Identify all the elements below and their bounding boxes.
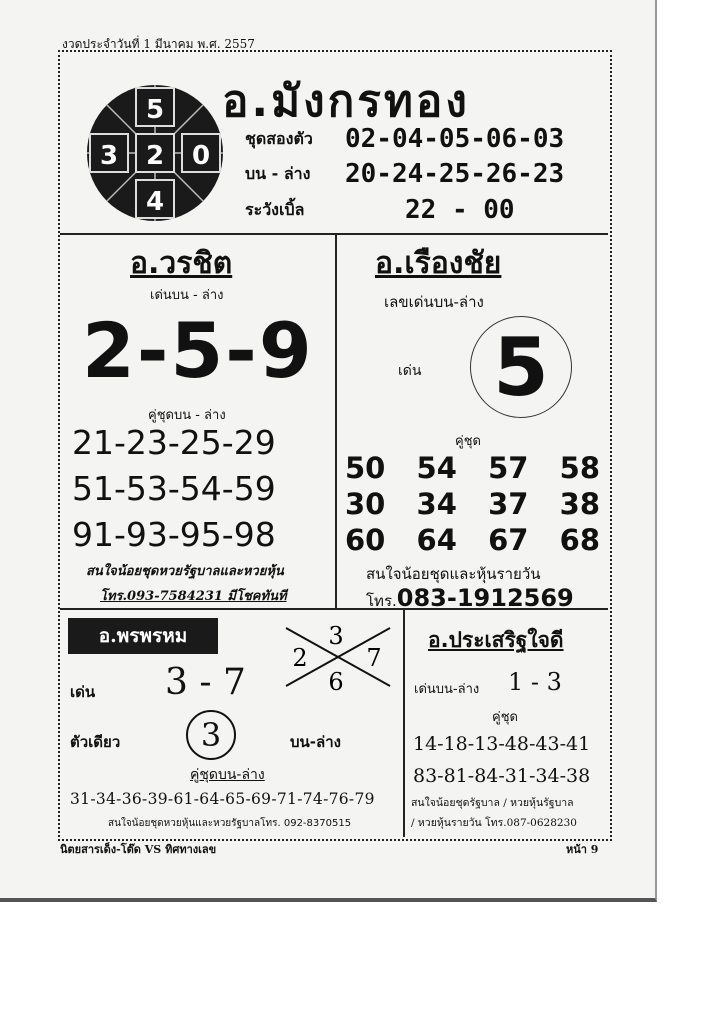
row-value: 20-24-25-26-23 — [345, 159, 565, 189]
pair-cell: 58 — [559, 451, 600, 485]
rueangchai-pairs-label: คู่ชุด — [455, 434, 481, 449]
row-value: 22 - 00 — [405, 195, 515, 225]
circle-center-digit: 2 — [145, 141, 165, 171]
row-top-bottom — [245, 156, 600, 192]
cross-left-digit: 2 — [292, 644, 308, 672]
circle-left-digit: 3 — [99, 141, 119, 171]
magazine-name: นิตยสารเด็ง-โต๊ด VS ทิศทางเลข — [60, 843, 217, 856]
row-label: บน - ล่าง — [245, 163, 311, 183]
prasert-den-value: 1 - 3 — [508, 668, 562, 696]
pairs-row — [345, 450, 600, 486]
lucky-number-circle — [80, 78, 230, 228]
pornprom-pairs: 31-34-36-39-61-64-65-69-71-74-76-79 — [70, 790, 375, 808]
top-section-title: อ.มังกรทอง — [222, 76, 470, 127]
pornprom-pairs-label: คู่ชุดบน-ล่าง — [190, 767, 265, 783]
rueangchai-title: อ.เรืองชัย — [375, 246, 502, 281]
pair-cell: 50 — [345, 451, 386, 485]
prasert-title: อ.ประเสริฐใจดี — [428, 628, 564, 652]
cross-right-digit: 7 — [366, 644, 382, 672]
worachit-pairs-label: คู่ชุดบน - ล่าง — [148, 408, 226, 423]
pair-cell: 37 — [488, 487, 529, 521]
divider-mid-vertical — [335, 234, 337, 610]
pair-line: 21-23-25-29 — [72, 423, 276, 462]
pair-cell: 38 — [559, 487, 600, 521]
prasert-den-label: เด่นบน-ล่าง — [414, 682, 480, 697]
worachit-main-numbers: 2-5-9 — [82, 306, 314, 395]
divider-bottom-vertical — [403, 609, 405, 837]
circle-right-digit: 0 — [191, 141, 211, 171]
pair-cell: 54 — [416, 451, 457, 485]
pair-cell: 57 — [488, 451, 529, 485]
worachit-title: อ.วรชิต — [130, 246, 233, 281]
pair-cell: 68 — [559, 523, 600, 557]
pair-cell: 60 — [345, 523, 386, 557]
pornprom-single-value: 3 — [186, 710, 236, 760]
pairs-row — [345, 486, 600, 522]
rueangchai-telephone — [366, 584, 574, 613]
pairs-row — [345, 522, 600, 558]
worachit-subtitle: เด่นบน - ล่าง — [150, 288, 224, 303]
pair-line: 51-53-54-59 — [72, 469, 276, 508]
prasert-line2: 83-81-84-31-34-38 — [413, 765, 591, 787]
pornprom-den-value: 3 - 7 — [165, 662, 246, 703]
issue-date-line: งวดประจำวันที่ 1 มีนาคม พ.ศ. 2557 — [62, 37, 255, 51]
rueangchai-main-digit: 5 — [470, 316, 572, 418]
worachit-footer-line1: สนใจน้อยชุดหวยรัฐบาลและหวยหุ้น — [86, 564, 284, 579]
pornprom-cross-diagram — [280, 620, 395, 692]
rueangchai-footer: สนใจน้อยชุดและหุ้นรายวัน — [366, 565, 541, 583]
cross-bottom-digit: 6 — [328, 668, 344, 692]
prasert-footer1: สนใจน้อยชุดรัฐบาล / หวยหุ้นรัฐบาล — [411, 797, 574, 809]
pornprom-title: อ.พรพรหม — [68, 618, 218, 654]
rueangchai-subtitle: เลขเด่นบน-ล่าง — [384, 293, 484, 311]
tel-label: โทร. — [366, 592, 397, 610]
row-value: 02-04-05-06-03 — [345, 124, 565, 154]
worachit-footer-line2: โทร.093-7584231 มีโชคทันที — [100, 589, 287, 604]
row-label: ระวังเบิ้ล — [245, 199, 305, 219]
prasert-footer2: / หวยหุ้นรายวัน โทร.087-0628230 — [411, 817, 577, 829]
rueangchai-pairs-grid — [345, 450, 600, 558]
pair-cell: 34 — [416, 487, 457, 521]
pair-cell: 30 — [345, 487, 386, 521]
circle-bottom-digit: 4 — [145, 187, 165, 217]
pornprom-footer: สนใจน้อยชุดหวยหุ้นและหวยรัฐบาลโทร. 092-8370515 — [108, 818, 352, 829]
divider-top — [60, 233, 608, 235]
cross-top-digit: 3 — [328, 622, 344, 650]
top-number-rows — [245, 122, 600, 228]
page-number: หน้า 9 — [566, 843, 599, 856]
rueangchai-den-label: เด่น — [398, 363, 422, 379]
pair-cell: 64 — [416, 523, 457, 557]
circle-top-digit: 5 — [145, 95, 165, 125]
worachit-pairs — [72, 420, 276, 558]
row-watch-double — [245, 192, 600, 228]
row-two-digit-set — [245, 122, 600, 156]
pornprom-den-label: เด่น — [70, 683, 96, 701]
prasert-pairs-label: คู่ชุด — [492, 710, 518, 725]
pair-cell: 67 — [488, 523, 529, 557]
pair-line: 91-93-95-98 — [72, 515, 276, 554]
pornprom-topbottom-label: บน-ล่าง — [290, 733, 341, 751]
row-label: ชุดสองตัว — [245, 128, 313, 148]
tel-number: 083-1912569 — [396, 584, 574, 612]
prasert-line1: 14-18-13-48-43-41 — [413, 733, 591, 755]
pornprom-single-label: ตัวเดียว — [70, 733, 121, 751]
